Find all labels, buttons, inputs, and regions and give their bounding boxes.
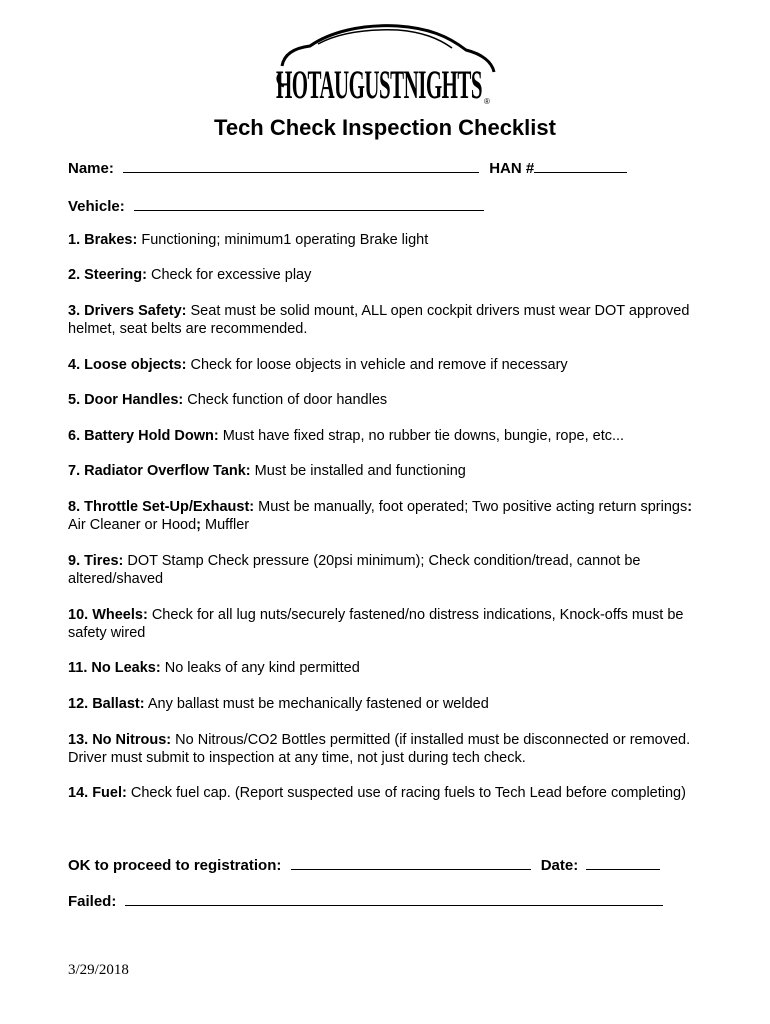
date-field[interactable] — [586, 855, 660, 870]
checklist-item-loose-objects: 4. Loose objects: Check for loose objects in vehicle and remove if necessary — [68, 357, 568, 373]
checklist-item-brakes: 1. Brakes: Functioning; minimum1 operating Brake light — [68, 232, 429, 248]
vehicle-row — [68, 196, 484, 216]
checklist-item-throttle-exhaust: 8. Throttle Set-Up/Exhaust: Must be manually, foot operated; Two positive acting return springs: Air Cleaner or Hood; Muffler — [68, 499, 693, 533]
ok-to-proceed-field[interactable] — [291, 855, 531, 870]
page-title: Tech Check Inspection Checklist — [214, 115, 556, 140]
logo-wordmark: HOTAUGUSTNIGHTS — [276, 62, 482, 107]
checklist-item-battery-hold-down: 6. Battery Hold Down: Must have fixed strap, no rubber tie downs, bungie, rope, etc... — [68, 428, 625, 444]
checklist-item-fuel: 14. Fuel: Check fuel cap. (Report suspected use of racing fuels to Tech Lead before completing) — [68, 785, 686, 801]
checklist-item-steering: 2. Steering: Check for excessive play — [68, 267, 312, 283]
car-silhouette-icon — [270, 18, 500, 110]
date-label: Date: — [540, 857, 579, 874]
checklist-item-wheels: 10. Wheels: Check for all lug nuts/securely fastened/no distress indications, Knock-offs must be safety wired — [68, 607, 684, 641]
checklist-item-drivers-safety: 3. Drivers Safety: Seat must be solid mount, ALL open cockpit drivers must wear DOT approved helmet, seat belts are recommended. — [68, 303, 690, 337]
ok-to-proceed-label: OK to proceed to registration: — [68, 857, 282, 874]
document-date: 3/29/2018 — [68, 962, 129, 978]
failed-row — [68, 891, 663, 911]
hot-august-nights-logo — [270, 18, 500, 110]
registered-mark: ® — [484, 97, 490, 106]
checklist-item-tires: 9. Tires: DOT Stamp Check pressure (20psi minimum); Check condition/tread, cannot be altered/shaved — [68, 553, 641, 587]
ok-to-proceed-row — [68, 855, 660, 875]
failed-label: Failed: — [68, 893, 117, 910]
vehicle-field[interactable] — [134, 196, 484, 211]
name-han-row — [68, 158, 627, 178]
failed-field[interactable] — [125, 891, 663, 906]
name-label: Name: — [68, 160, 114, 177]
checklist-item-radiator-overflow-tank: 7. Radiator Overflow Tank: Must be installed and functioning — [68, 463, 466, 479]
checklist-item-door-handles: 5. Door Handles: Check function of door handles — [68, 392, 388, 408]
vehicle-label: Vehicle: — [68, 198, 125, 215]
han-label: HAN # — [489, 160, 535, 177]
checklist-item-no-leaks: 11. No Leaks: No leaks of any kind permitted — [68, 660, 360, 676]
han-field[interactable] — [534, 158, 627, 173]
name-field[interactable] — [123, 158, 479, 173]
checklist-item-no-nitrous: 13. No Nitrous: No Nitrous/CO2 Bottles permitted (if installed must be disconnected or removed. Driver must submit to inspection at any time, not just during tech check. — [68, 732, 691, 766]
checklist-item-ballast: 12. Ballast: Any ballast must be mechanically fastened or welded — [68, 696, 489, 712]
